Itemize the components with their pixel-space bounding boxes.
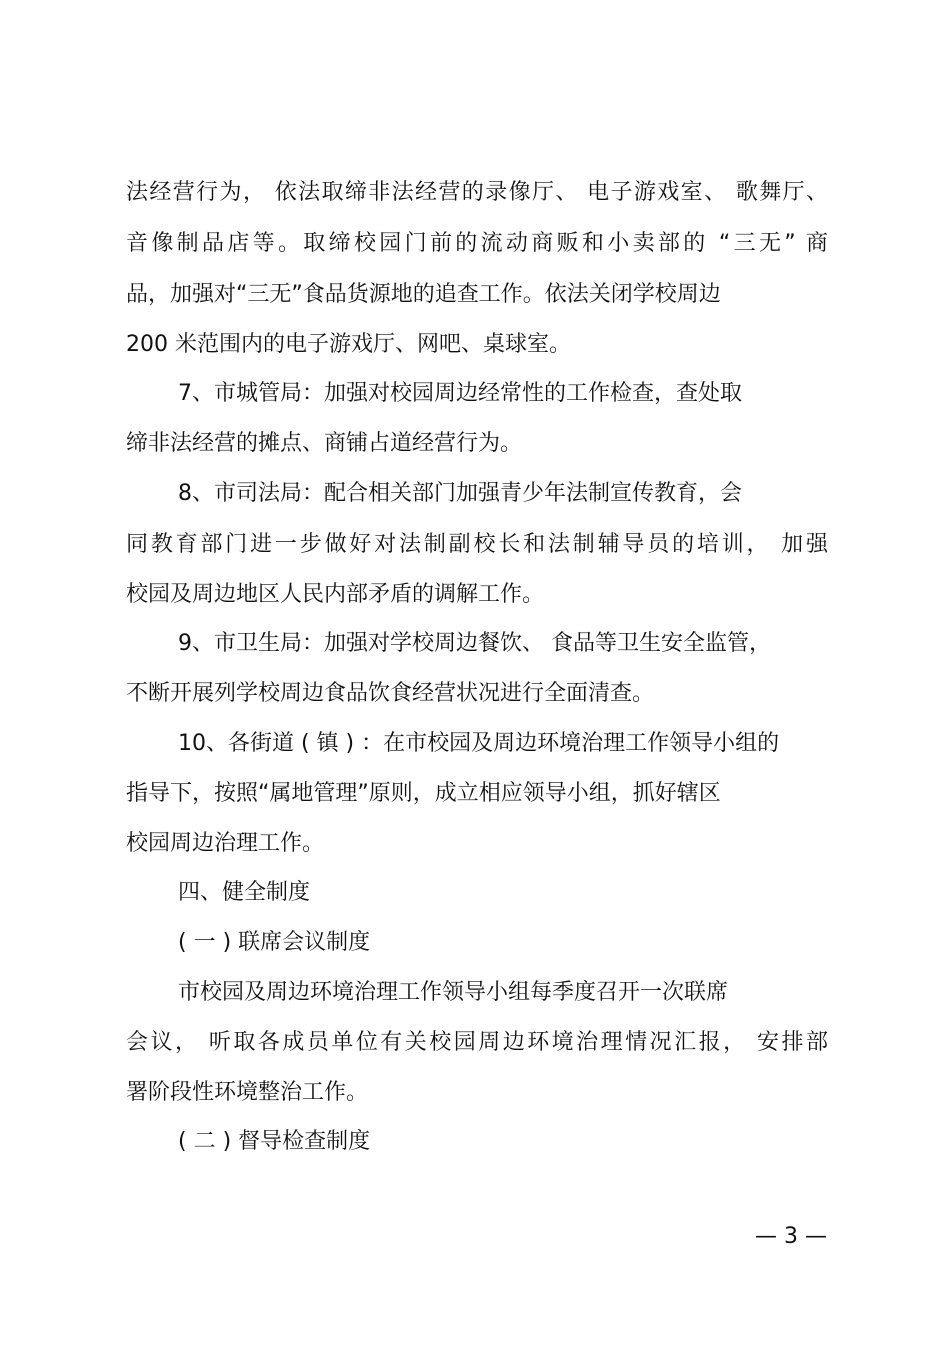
body-line: 法经营行为， 依法取缔非法经营的录像厅、 电子游戏室、 歌舞厅、	[126, 180, 828, 205]
subsection-heading: ( 一 ) 联席会议制度	[178, 930, 371, 955]
body-line: 200 米范围内的电子游戏厅、网吧、桌球室。	[126, 332, 571, 357]
body-line: 会议， 听取各成员单位有关校园周边环境治理情况汇报， 安排部	[126, 1030, 828, 1055]
body-line: 同教育部门进一步做好对法制副校长和法制辅导员的培训， 加强	[126, 532, 828, 557]
body-line: 不断开展列学校周边食品饮食经营状况进行全面清查。	[126, 681, 655, 706]
body-line: 音像制品店等。取缔校园门前的流动商贩和小卖部的 “三无” 商	[126, 231, 828, 256]
list-item-7: 7、市城管局：加强对校园周边经常性的工作检查，查处取	[178, 381, 742, 406]
body-line: 品，加强对“三无”食品货源地的追查工作。依法关闭学校周边	[126, 282, 721, 307]
section-heading: 四、健全制度	[178, 880, 311, 905]
list-item-8: 8、市司法局：配合相关部门加强青少年法制宣传教育，会	[178, 481, 742, 506]
list-item-9: 9、市卫生局：加强对学校周边餐饮、 食品等卫生安全监管，	[178, 631, 771, 656]
body-line: 校园及周边地区人民内部矛盾的调解工作。	[126, 582, 545, 607]
body-line: 署阶段性环境整治工作。	[126, 1080, 369, 1105]
body-line: 校园周边治理工作。	[126, 831, 325, 856]
body-line: 指导下，按照“属地管理”原则，成立相应领导小组，抓好辖区	[126, 781, 721, 806]
subsection-heading: ( 二 ) 督导检查制度	[178, 1129, 371, 1154]
page-number: — 3 —	[755, 1224, 827, 1249]
body-line: 缔非法经营的摊点、商铺占道经营行为。	[126, 431, 523, 456]
body-line: 市校园及周边环境治理工作领导小组每季度召开一次联席	[178, 980, 729, 1005]
list-item-10: 10、各街道 ( 镇 ) ：在市校园及周边环境治理工作领导小组的	[178, 731, 780, 756]
